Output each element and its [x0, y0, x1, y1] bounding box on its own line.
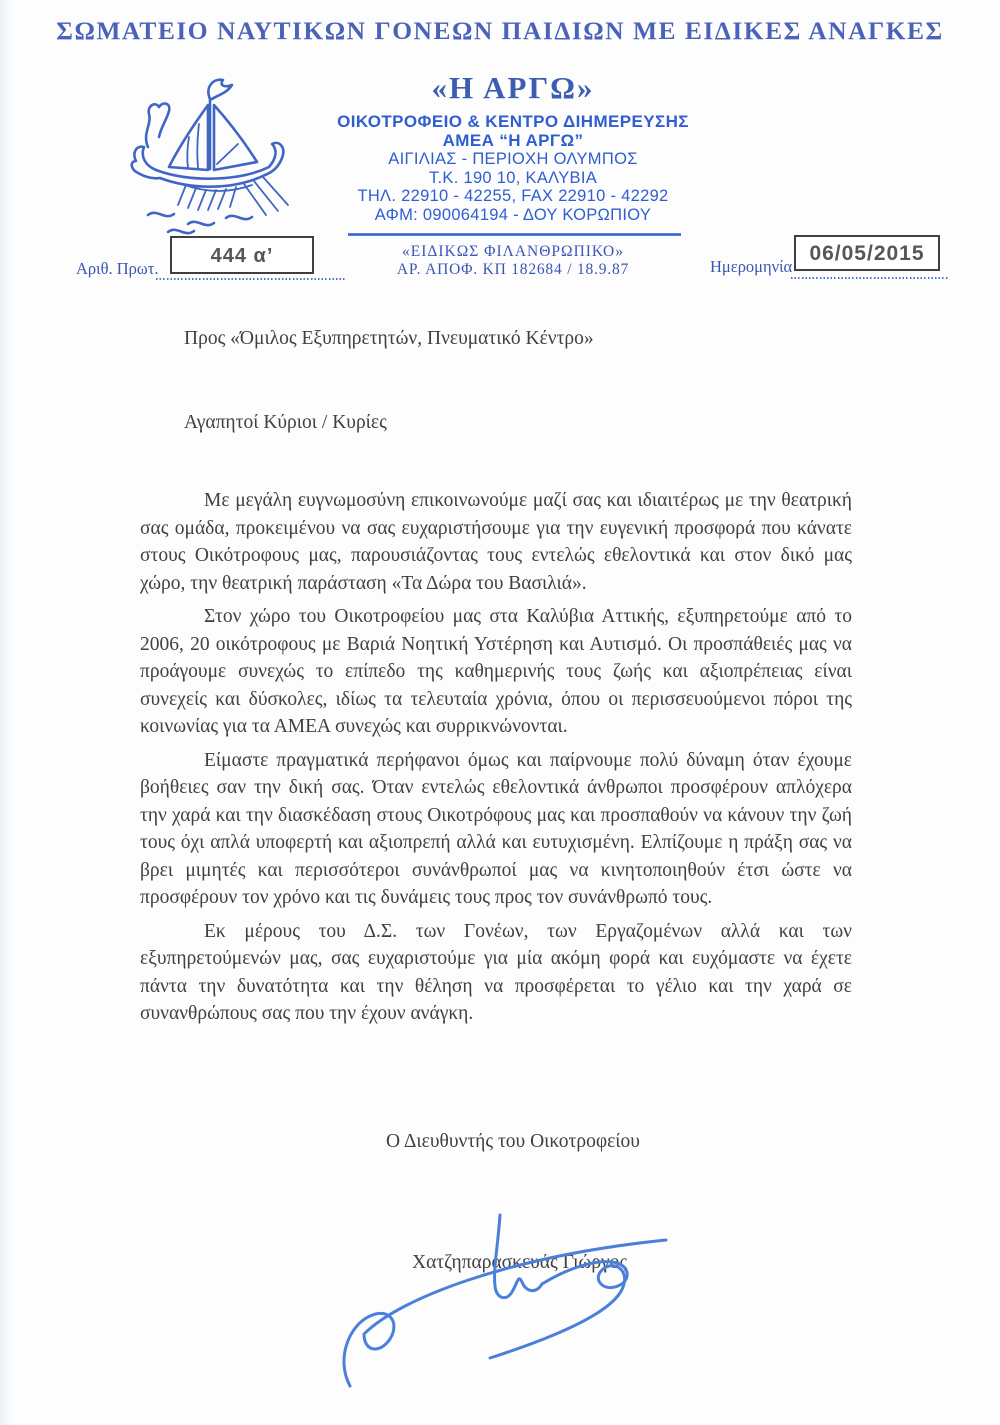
- charity-status-line: «ΕΙΔΙΚΩΣ ΦΙΛΑΝΘΡΩΠΙΚΟ»: [402, 243, 624, 260]
- protocol-dotted-line: [156, 278, 346, 280]
- organization-name: «Η ΑΡΓΩ»: [431, 70, 595, 105]
- protocol-label: Αριθ. Πρωτ.: [76, 259, 159, 278]
- handwritten-signature: [330, 1190, 710, 1425]
- header-divider-line: [348, 233, 681, 236]
- protocol-number-box: [170, 236, 314, 274]
- paragraph-2: Στον χώρο του Οικοτροφείου μας στα Καλύβια Αττικής, εξυπηρετούμε από το 2006, 20 οικότροφους με Βαριά Νοητική Υστέρηση και Αυτισμό. Οι προσπάθειές μας να προάγουμε συνεχώς το επίπεδο της καθημερινής τους ζωής και αξιοπρέπειας είναι συνεχείς και δύσκολες, ιδίως τα τελευταία χρόνια, όπου οι περισσευούμενοι πόροι της κοινωνίας για τα ΑΜΕΑ συνεχώς και συρρικνώνονται.: [140, 606, 852, 737]
- association-title: ΣΩΜΑΤΕΙΟ ΝΑΥΤΙΚΩΝ ΓΟΝΕΩΝ ΠΑΙΔΙΩΝ ΜΕ ΕΙΔΙΚΕΣ ΑΝΑΓΚΕΣ: [56, 16, 944, 45]
- date-label: Ημερομηνία: [710, 257, 793, 276]
- date-dotted-line: [791, 277, 948, 279]
- paragraph-3: Είμαστε πραγματικά περήφανοι όμως και παίρνουμε πολύ δύναμη όταν έχουμε βοήθειες σαν την δική σας. Όταν εντελώς εθελοντικά άνθρωποι προσφέρουν απλόχερα την χαρά και την διασκέδαση στους Οικοτρόφους μας και προσπαθούν να κάνουν την ζωή τους όχι απλά υποφερτή και αξιοπρεπή αλλά και ευτυχισμένη. Ελπίζουμε η πράξη σας να βρει μιμητές και περισσότεροι συνάνθρωποί μας να κινητοποιηθούν έτσι ώστε να προσφέρουν τον χρόνο και τις δυνάμεις τους προς τον συνάνθρωπό τους.: [140, 749, 852, 908]
- paragraph-1: Με μεγάλη ευγνωμοσύνη επικοινωνούμε μαζί σας και ιδιαιτέρως με την θεατρική σας ομάδα, προκειμένου να σας ευχαριστήσουμε για την ευγενική προσφορά που κάνατε στους Οικότροφους μας, παρουσιάζοντας τους εντελώς εθελοντικά και στον δικό μας χώρο, την θεατρική παράσταση «Τα Δώρα του Βασιλιά».: [140, 490, 852, 594]
- salutation-line: Αγαπητοί Κύριοι / Κυρίες: [184, 411, 387, 433]
- letterhead-center-block: [278, 70, 748, 224]
- paragraph-4: Εκ μέρους του Δ.Σ. των Γονέων, των Εργαζομένων αλλά και των εξυπηρετούμενών μας, σας ευχαριστούμε για μία ακόμη φορά και ευχόμαστε να έχετε πάντα την δυνατότητα και την θέληση να προσφέρεται το γέλιο και την χαρά σε συνανθρώπους σας που την έχουν ανάγκη.: [140, 920, 852, 1024]
- org-type-line: ΟΙΚΟΤΡΟΦΕΙΟ & ΚΕΝΤΡΟ ΔΙΗΜΕΡΕΥΣΗΣ: [337, 112, 689, 131]
- org-phone-fax-line: ΤΗΛ. 22910 - 42255, FAX 22910 - 42292: [357, 187, 669, 205]
- protocol-number: 444 α’: [210, 245, 274, 267]
- argo-ship-logo-icon: [126, 72, 298, 240]
- org-postal-line: Τ.Κ. 190 10, ΚΑΛΥΒΙΑ: [428, 168, 598, 187]
- date-value: 06/05/2015: [809, 242, 925, 265]
- date-box: [794, 235, 940, 271]
- org-tax-line: ΑΦΜ: 090064194 - ΔΟΥ ΚΟΡΩΠΙΟΥ: [374, 205, 652, 224]
- letter-body: [140, 325, 852, 1034]
- org-street-line: ΑΙΓΙΛΙΑΣ - ΠΕΡΙΟΧΗ ΟΛΥΜΠΟΣ: [388, 150, 638, 168]
- recipient-line: Προς «Όμιλος Εξυπηρετητών, Πνευματικό Κέντρο»: [184, 328, 594, 349]
- org-amea-line: ΑΜΕΑ “Η ΑΡΓΩ”: [442, 130, 584, 150]
- closing-title: Ο Διευθυντής του Οικοτροφείου: [386, 1131, 640, 1152]
- signatory-name: Χατζηπαρασκευάς Γιώργος: [412, 1252, 628, 1273]
- approval-number-line: ΑΡ. ΑΠΟΦ. ΚΠ 182684 / 18.9.87: [396, 261, 630, 278]
